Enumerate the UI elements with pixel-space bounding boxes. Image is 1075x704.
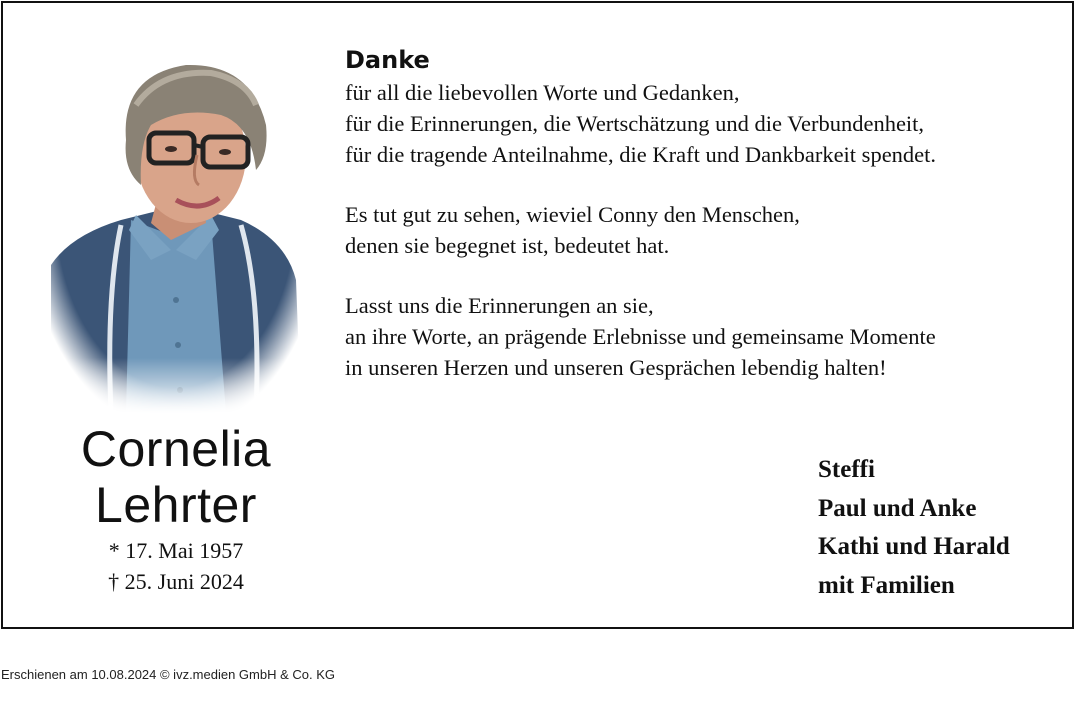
message-paragraph-2 [345, 199, 1065, 261]
portrait-photo [51, 45, 301, 413]
thank-you-message [345, 43, 1065, 412]
message-paragraph-3 [345, 290, 1065, 383]
first-name: Cornelia [80, 421, 272, 477]
signature-line: Steffi [818, 456, 875, 483]
message-paragraph-1 [345, 77, 1065, 170]
message-line: Lasst uns die Erinnerungen an sie, [345, 293, 654, 318]
message-line: Es tut gut zu sehen, wieviel Conny den Menschen, [345, 202, 800, 227]
signatures [818, 451, 1068, 605]
message-line: in unseren Herzen und unseren Gesprächen lebendig halten! [345, 355, 887, 380]
signature-line: Paul und Anke [818, 494, 977, 522]
message-line: für die tragende Anteilnahme, die Kraft und Dankbarkeit spendet. [345, 142, 937, 167]
birth-date: * 17. Mai 1957 [108, 538, 244, 563]
message-line: denen sie begegnet ist, bedeutet hat. [345, 233, 670, 258]
signature-line: Kathi und Harald [818, 533, 1010, 560]
obituary-card [1, 1, 1074, 629]
death-date: † 25. Juni 2024 [108, 569, 244, 594]
message-line: für all die liebevollen Worte und Gedanken, [345, 80, 740, 105]
signature-line: mit Familien [818, 571, 955, 599]
life-dates [43, 535, 309, 597]
publication-footer: Erschienen am 10.08.2024 © ivz.medien GmbH & Co. KG [1, 667, 336, 682]
message-line: für die Erinnerungen, die Wertschätzung und die Verbundenheit, [345, 111, 925, 136]
message-line: an ihre Worte, an prägende Erlebnisse und gemeinsame Momente [345, 324, 936, 349]
last-name: Lehrter [95, 477, 257, 533]
deceased-info [43, 421, 309, 597]
message-heading: Danke [345, 46, 430, 74]
